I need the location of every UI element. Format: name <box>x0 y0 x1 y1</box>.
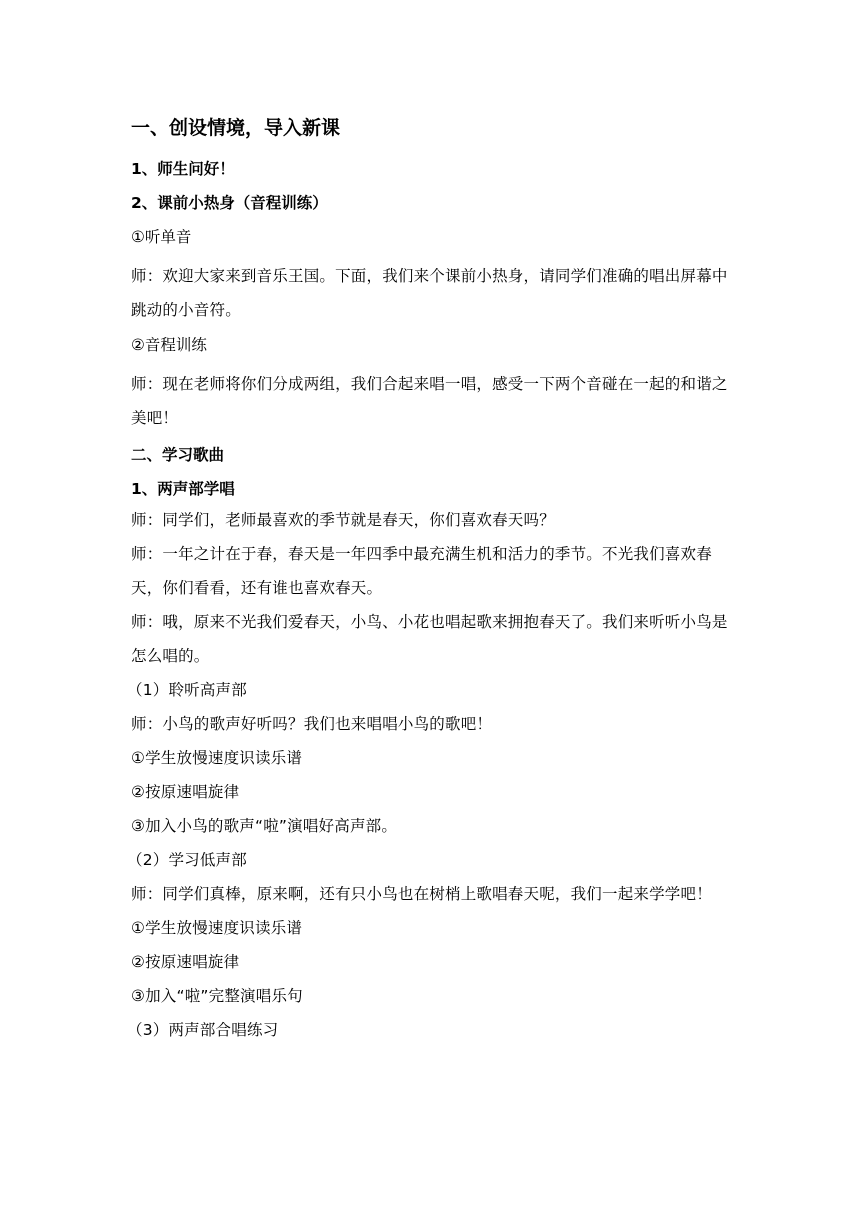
teacher-line: 师：欢迎大家来到音乐王国。下面，我们来个课前小热身，请同学们准确的唱出屏幕中跳动的小音符。 <box>131 267 728 319</box>
step-two-part-singing: 1、两声部学唱 <box>131 480 235 498</box>
list-item: ②按原速唱旋律 <box>131 783 240 801</box>
section-heading-2: 二、学习歌曲 <box>131 446 225 464</box>
part-listen-high-voice: （1）聆听高声部 <box>127 681 247 699</box>
sub-listen-single-notes: ①听单音 <box>131 228 192 246</box>
teacher-line: 师：哦，原来不光我们爱春天，小鸟、小花也唱起歌来拥抱春天了。我们来听听小鸟是怎么唱的。 <box>131 613 728 665</box>
section-heading-1: 一、创设情境，导入新课 <box>131 117 341 139</box>
part-two-voice-practice: （3）两声部合唱练习 <box>127 1021 279 1039</box>
list-item: ③加入“啦”完整演唱乐句 <box>131 987 303 1005</box>
teacher-line: 师：小鸟的歌声好听吗？我们也来唱唱小鸟的歌吧！ <box>131 715 493 733</box>
teacher-line: 师：一年之计在于春，春天是一年四季中最充满生机和活力的季节。不光我们喜欢春天，你们看看，还有谁也喜欢春天。 <box>131 545 712 597</box>
list-item: ①学生放慢速度识读乐谱 <box>131 749 303 767</box>
step-warmup: 2、课前小热身（音程训练） <box>131 194 328 212</box>
step-greeting: 1、师生问好！ <box>131 160 235 178</box>
teacher-line: 师：同学们，老师最喜欢的季节就是春天，你们喜欢春天吗？ <box>131 511 555 529</box>
part-learn-low-voice: （2）学习低声部 <box>127 851 247 869</box>
teacher-line: 师：现在老师将你们分成两组，我们合起来唱一唱，感受一下两个音碰在一起的和谐之美吧！ <box>131 375 728 427</box>
list-item: ②按原速唱旋律 <box>131 953 240 971</box>
sub-interval-training: ②音程训练 <box>131 336 207 354</box>
teacher-line: 师：同学们真棒，原来啊，还有只小鸟也在树梢上歌唱春天呢，我们一起来学学吧！ <box>131 885 712 903</box>
list-item: ①学生放慢速度识读乐谱 <box>131 919 303 937</box>
list-item: ③加入小鸟的歌声“啦”演唱好高声部。 <box>131 817 398 835</box>
lesson-content <box>127 112 731 1047</box>
